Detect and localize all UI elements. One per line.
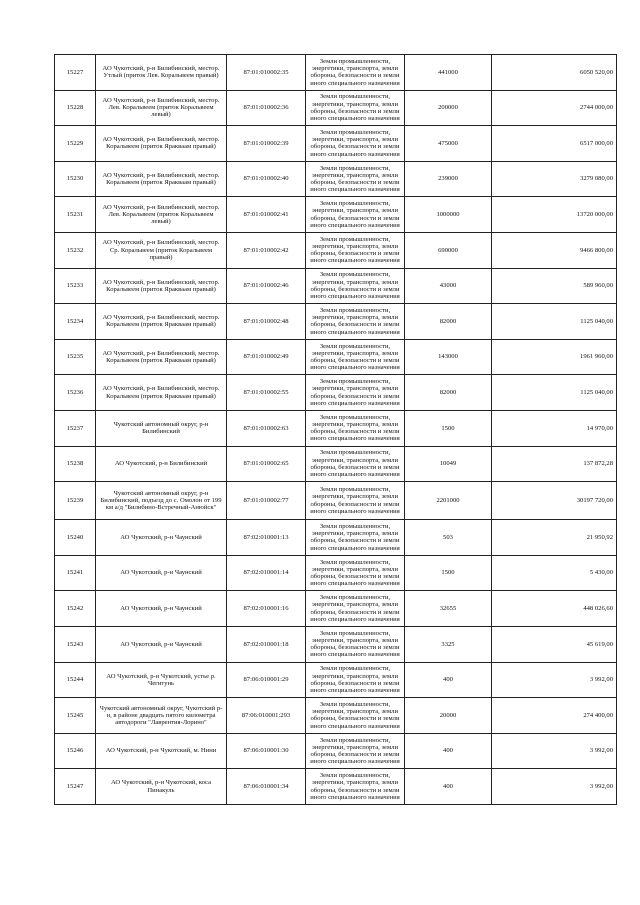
row-number-cell: 15228 (55, 90, 96, 126)
cadastral-value-cell: 14 970,00 (492, 410, 617, 446)
row-number-cell: 15247 (55, 769, 96, 805)
address-cell: АО Чукотский, р-н Чаунский (96, 520, 227, 556)
cadastral-value-cell: 448 026,60 (492, 591, 617, 627)
land-category-cell: Земли промышленности, энергетики, транспорта, земли обороны, безопасности и земли иного специального назначения (306, 161, 405, 197)
address-cell: АО Чукотский, р-н Билибинский, местор. Ср. Коральвеем (приток Коральвеем правый) (96, 232, 227, 268)
area-cell: 400 (405, 769, 492, 805)
address-cell: АО Чукотский, р-н Билибинский, местор. Коральвеем (приток Яракваам правый) (96, 161, 227, 197)
table-row (55, 555, 617, 591)
cadastral-number-cell: 87:01:010002:49 (227, 339, 306, 375)
table-row (55, 232, 617, 268)
area-cell: 20000 (405, 698, 492, 734)
cadastral-number-cell: 87:01:010002:63 (227, 410, 306, 446)
address-cell: АО Чукотский, р-н Билибинский, местор. Коральвеем (приток Яракваам правый) (96, 126, 227, 162)
cadastral-value-cell: 3 992,00 (492, 662, 617, 698)
row-number-cell: 15238 (55, 446, 96, 482)
table-row (55, 339, 617, 375)
area-cell: 441000 (405, 55, 492, 91)
area-cell: 200000 (405, 90, 492, 126)
table-row (55, 55, 617, 91)
cadastral-value-cell: 2744 000,00 (492, 90, 617, 126)
area-cell: 1500 (405, 410, 492, 446)
table-row (55, 591, 617, 627)
area-cell: 82000 (405, 375, 492, 411)
area-cell: 1000000 (405, 197, 492, 233)
row-number-cell: 15233 (55, 268, 96, 304)
land-category-cell: Земли промышленности, энергетики, транспорта, земли обороны, безопасности и земли иного специального назначения (306, 55, 405, 91)
address-cell: АО Чукотский, р-н Чукотский, м. Нини (96, 733, 227, 769)
row-number-cell: 15234 (55, 304, 96, 340)
row-number-cell: 15239 (55, 482, 96, 520)
address-cell: АО Чукотский, р-н Чаунский (96, 555, 227, 591)
row-number-cell: 15246 (55, 733, 96, 769)
address-cell: Чукотский автономный округ, р-н Билибинский, подъезд до с. Омолон от 199 км а/д "Билибино-Встречный-Анюйск" (96, 482, 227, 520)
address-cell: АО Чукотский, р-н Билибинский (96, 446, 227, 482)
row-number-cell: 15229 (55, 126, 96, 162)
table-row (55, 482, 617, 520)
cadastral-number-cell: 87:06:010001:293 (227, 698, 306, 734)
table-row (55, 197, 617, 233)
cadastral-value-cell: 21 950,92 (492, 520, 617, 556)
row-number-cell: 15240 (55, 520, 96, 556)
table-row (55, 90, 617, 126)
land-category-cell: Земли промышленности, энергетики, транспорта, земли обороны, безопасности и земли иного специального назначения (306, 410, 405, 446)
cadastral-value-cell: 1125 040,00 (492, 375, 617, 411)
area-cell: 400 (405, 733, 492, 769)
address-cell: Чукотский автономный округ, р-н Билибинский (96, 410, 227, 446)
land-category-cell: Земли промышленности, энергетики, транспорта, земли обороны, безопасности и земли иного специального назначения (306, 197, 405, 233)
cadastral-number-cell: 87:01:010002:48 (227, 304, 306, 340)
row-number-cell: 15235 (55, 339, 96, 375)
table-row (55, 446, 617, 482)
land-category-cell: Земли промышленности, энергетики, транспорта, земли обороны, безопасности и земли иного специального назначения (306, 520, 405, 556)
area-cell: 2201000 (405, 482, 492, 520)
cadastral-number-cell: 87:06:010001:30 (227, 733, 306, 769)
land-category-cell: Земли промышленности, энергетики, транспорта, земли обороны, безопасности и земли иного специального назначения (306, 304, 405, 340)
land-category-cell: Земли промышленности, энергетики, транспорта, земли обороны, безопасности и земли иного специального назначения (306, 482, 405, 520)
cadastral-number-cell: 87:06:010001:34 (227, 769, 306, 805)
cadastral-number-cell: 87:01:010002:42 (227, 232, 306, 268)
cadastral-value-cell: 45 619,00 (492, 626, 617, 662)
area-cell: 82000 (405, 304, 492, 340)
cadastral-value-cell: 5 430,00 (492, 555, 617, 591)
cadastral-value-cell: 1961 960,00 (492, 339, 617, 375)
address-cell: АО Чукотский, р-н Чукотский, коса Пинакуль (96, 769, 227, 805)
cadastral-value-cell: 6050 520,00 (492, 55, 617, 91)
address-cell: АО Чукотский, р-н Билибинский, местор. Утлый (приток Лев. Коральвеем правый) (96, 55, 227, 91)
cadastral-number-cell: 87:02:010001:13 (227, 520, 306, 556)
address-cell: АО Чукотский, р-н Чукотский, устье р. Чегитунь (96, 662, 227, 698)
cadastral-number-cell: 87:01:010002:35 (227, 55, 306, 91)
address-cell: АО Чукотский, р-н Билибинский, местор. Коральвеем (приток Яракваам правый) (96, 304, 227, 340)
cadastral-number-cell: 87:01:010002:46 (227, 268, 306, 304)
address-cell: АО Чукотский, р-н Билибинский, местор. Лев. Коральвеем (приток Коральвеем левый) (96, 197, 227, 233)
area-cell: 690000 (405, 232, 492, 268)
table-row (55, 520, 617, 556)
row-number-cell: 15245 (55, 698, 96, 734)
table-row (55, 161, 617, 197)
address-cell: АО Чукотский, р-н Билибинский, местор. Коральвеем (приток Яракваам правый) (96, 339, 227, 375)
cadastral-number-cell: 87:02:010001:14 (227, 555, 306, 591)
cadastral-value-cell: 3 992,00 (492, 769, 617, 805)
land-category-cell: Земли промышленности, энергетики, транспорта, земли обороны, безопасности и земли иного специального назначения (306, 769, 405, 805)
row-number-cell: 15227 (55, 55, 96, 91)
land-category-cell: Земли промышленности, энергетики, транспорта, земли обороны, безопасности и земли иного специального назначения (306, 698, 405, 734)
cadastral-number-cell: 87:01:010002:39 (227, 126, 306, 162)
row-number-cell: 15243 (55, 626, 96, 662)
address-cell: АО Чукотский, р-н Чаунский (96, 591, 227, 627)
cadastral-number-cell: 87:01:010002:55 (227, 375, 306, 411)
row-number-cell: 15242 (55, 591, 96, 627)
address-cell: АО Чукотский, р-н Чаунский (96, 626, 227, 662)
area-cell: 400 (405, 662, 492, 698)
cadastral-value-cell: 137 872,28 (492, 446, 617, 482)
land-category-cell: Земли промышленности, энергетики, транспорта, земли обороны, безопасности и земли иного специального назначения (306, 339, 405, 375)
land-category-cell: Земли промышленности, энергетики, транспорта, земли обороны, безопасности и земли иного специального назначения (306, 232, 405, 268)
area-cell: 43000 (405, 268, 492, 304)
table-row (55, 769, 617, 805)
table-row (55, 304, 617, 340)
cadastral-number-cell: 87:01:010002:65 (227, 446, 306, 482)
area-cell: 239000 (405, 161, 492, 197)
address-cell: АО Чукотский, р-н Билибинский, местор. Коральвеем (приток Яракваам правый) (96, 375, 227, 411)
cadastral-value-cell: 274 400,00 (492, 698, 617, 734)
cadastral-number-cell: 87:02:010001:16 (227, 591, 306, 627)
cadastral-value-cell: 3 992,00 (492, 733, 617, 769)
table-row (55, 410, 617, 446)
cadastral-value-cell: 6517 000,00 (492, 126, 617, 162)
table-row (55, 698, 617, 734)
cadastral-value-cell: 589 960,00 (492, 268, 617, 304)
row-number-cell: 15230 (55, 161, 96, 197)
land-category-cell: Земли промышленности, энергетики, транспорта, земли обороны, безопасности и земли иного специального назначения (306, 662, 405, 698)
table-row (55, 626, 617, 662)
row-number-cell: 15232 (55, 232, 96, 268)
row-number-cell: 15241 (55, 555, 96, 591)
cadastral-number-cell: 87:01:010002:41 (227, 197, 306, 233)
land-category-cell: Земли промышленности, энергетики, транспорта, земли обороны, безопасности и земли иного специального назначения (306, 126, 405, 162)
land-category-cell: Земли промышленности, энергетики, транспорта, земли обороны, безопасности и земли иного специального назначения (306, 555, 405, 591)
cadastral-number-cell: 87:01:010002:40 (227, 161, 306, 197)
area-cell: 3325 (405, 626, 492, 662)
area-cell: 32655 (405, 591, 492, 627)
row-number-cell: 15236 (55, 375, 96, 411)
table-row (55, 662, 617, 698)
row-number-cell: 15237 (55, 410, 96, 446)
cadastral-value-cell: 9466 800,00 (492, 232, 617, 268)
document-page (54, 54, 613, 805)
cadastral-number-cell: 87:01:010002:36 (227, 90, 306, 126)
area-cell: 475000 (405, 126, 492, 162)
cadastral-value-cell: 13720 000,00 (492, 197, 617, 233)
table-row (55, 733, 617, 769)
land-category-cell: Земли промышленности, энергетики, транспорта, земли обороны, безопасности и земли иного специального назначения (306, 446, 405, 482)
address-cell: АО Чукотский, р-н Билибинский, местор. Лев. Коральвеем (приток Коральвеем левый) (96, 90, 227, 126)
land-category-cell: Земли промышленности, энергетики, транспорта, земли обороны, безопасности и земли иного специального назначения (306, 626, 405, 662)
land-registry-table (54, 54, 617, 805)
cadastral-number-cell: 87:02:010001:18 (227, 626, 306, 662)
cadastral-number-cell: 87:01:010002:77 (227, 482, 306, 520)
address-cell: Чукотский автономный округ, Чукотский р-н, в районе двадцать пятого километра автодороги "Лаврентия-Лорино" (96, 698, 227, 734)
area-cell: 503 (405, 520, 492, 556)
land-category-cell: Земли промышленности, энергетики, транспорта, земли обороны, безопасности и земли иного специального назначения (306, 375, 405, 411)
land-category-cell: Земли промышленности, энергетики, транспорта, земли обороны, безопасности и земли иного специального назначения (306, 268, 405, 304)
area-cell: 143000 (405, 339, 492, 375)
table-row (55, 375, 617, 411)
table-row (55, 268, 617, 304)
row-number-cell: 15244 (55, 662, 96, 698)
land-category-cell: Земли промышленности, энергетики, транспорта, земли обороны, безопасности и земли иного специального назначения (306, 733, 405, 769)
table-row (55, 126, 617, 162)
cadastral-value-cell: 3279 080,00 (492, 161, 617, 197)
cadastral-value-cell: 30197 720,00 (492, 482, 617, 520)
cadastral-number-cell: 87:06:010001:29 (227, 662, 306, 698)
address-cell: АО Чукотский, р-н Билибинский, местор. Коральвеем (приток Яракваам правый) (96, 268, 227, 304)
cadastral-value-cell: 1125 040,00 (492, 304, 617, 340)
area-cell: 1500 (405, 555, 492, 591)
row-number-cell: 15231 (55, 197, 96, 233)
area-cell: 10049 (405, 446, 492, 482)
land-category-cell: Земли промышленности, энергетики, транспорта, земли обороны, безопасности и земли иного специального назначения (306, 90, 405, 126)
land-category-cell: Земли промышленности, энергетики, транспорта, земли обороны, безопасности и земли иного специального назначения (306, 591, 405, 627)
